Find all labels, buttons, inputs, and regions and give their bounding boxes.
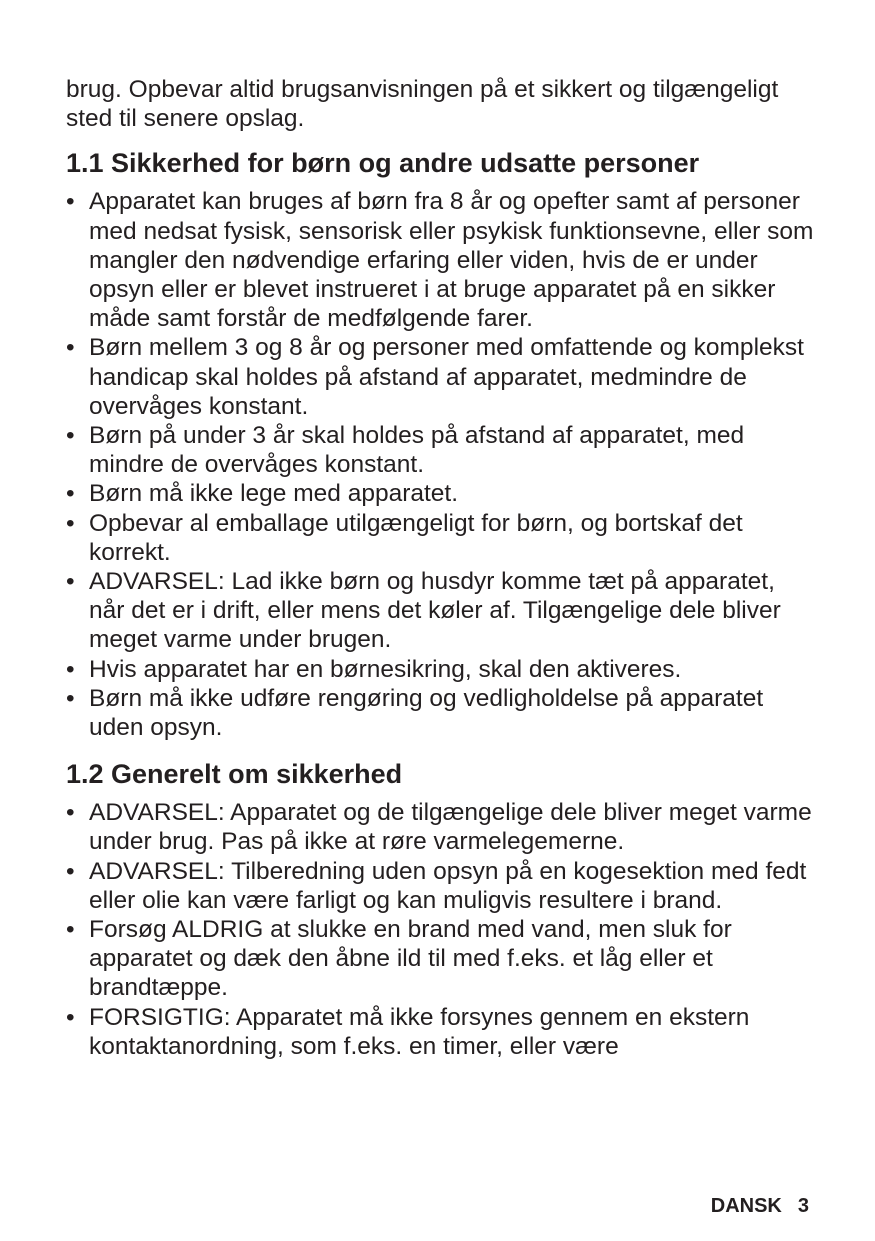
list-item: • Hvis apparatet har en børnesikring, skal den aktiveres. <box>66 655 814 684</box>
list-item: • ADVARSEL: Apparatet og de tilgængelige dele bliver meget varme under brug. Pas på ikke at røre varmelegemerne. <box>66 798 814 856</box>
footer-language: DANSK <box>710 1195 782 1217</box>
list-item: • Opbevar al emballage utilgængeligt for børn, og bortskaf det korrekt. <box>66 509 814 567</box>
list-item: • Børn må ikke udføre rengøring og vedligholdelse på apparatet uden opsyn. <box>66 684 814 742</box>
child-safety-list <box>66 187 814 742</box>
list-item: • Børn mellem 3 og 8 år og personer med omfattende og komplekst handicap skal holdes på afstand af apparatet, medmindre de overvåges konstant. <box>66 333 814 421</box>
list-item: • ADVARSEL: Lad ikke børn og husdyr komme tæt på apparatet, når det er i drift, eller mens det køler af. Tilgængelige dele bliver meget varme under brugen. <box>66 567 814 655</box>
list-item: • Forsøg ALDRIG at slukke en brand med vand, men sluk for apparatet og dæk den åbne ild til med f.eks. et låg eller et brandtæppe. <box>66 915 814 1003</box>
document-page <box>66 74 814 1061</box>
list-item: • FORSIGTIG: Apparatet må ikke forsynes gennem en ekstern kontaktanordning, som f.eks. en timer, eller være <box>66 1003 814 1061</box>
intro-paragraph: brug. Opbevar altid brugsanvisningen på et sikkert og tilgængeligt sted til senere opslag. <box>66 76 779 133</box>
section-heading-general-safety: 1.2 Generelt om sikkerhed <box>66 759 403 790</box>
page-number: 3 <box>797 1195 809 1217</box>
section-heading-child-safety: 1.1 Sikkerhed for børn og andre udsatte personer <box>66 148 700 179</box>
list-item: • Børn på under 3 år skal holdes på afstand af apparatet, med mindre de overvåges konstant. <box>66 421 814 479</box>
page-footer <box>711 1194 809 1218</box>
list-item: • ADVARSEL: Tilberedning uden opsyn på en kogesektion med fedt eller olie kan være farligt og kan muligvis resultere i brand. <box>66 857 814 915</box>
general-safety-list <box>66 798 814 1061</box>
list-item: • Apparatet kan bruges af børn fra 8 år og opefter samt af personer med nedsat fysisk, sensorisk eller psykisk funktionsevne, eller som mangler den nødvendige erfaring eller viden, hvis de er under opsyn eller er blevet instrueret i at bruge apparatet på en sikker måde samt forstår de medfølgende farer. <box>66 187 814 333</box>
list-item: • Børn må ikke lege med apparatet. <box>66 479 814 508</box>
